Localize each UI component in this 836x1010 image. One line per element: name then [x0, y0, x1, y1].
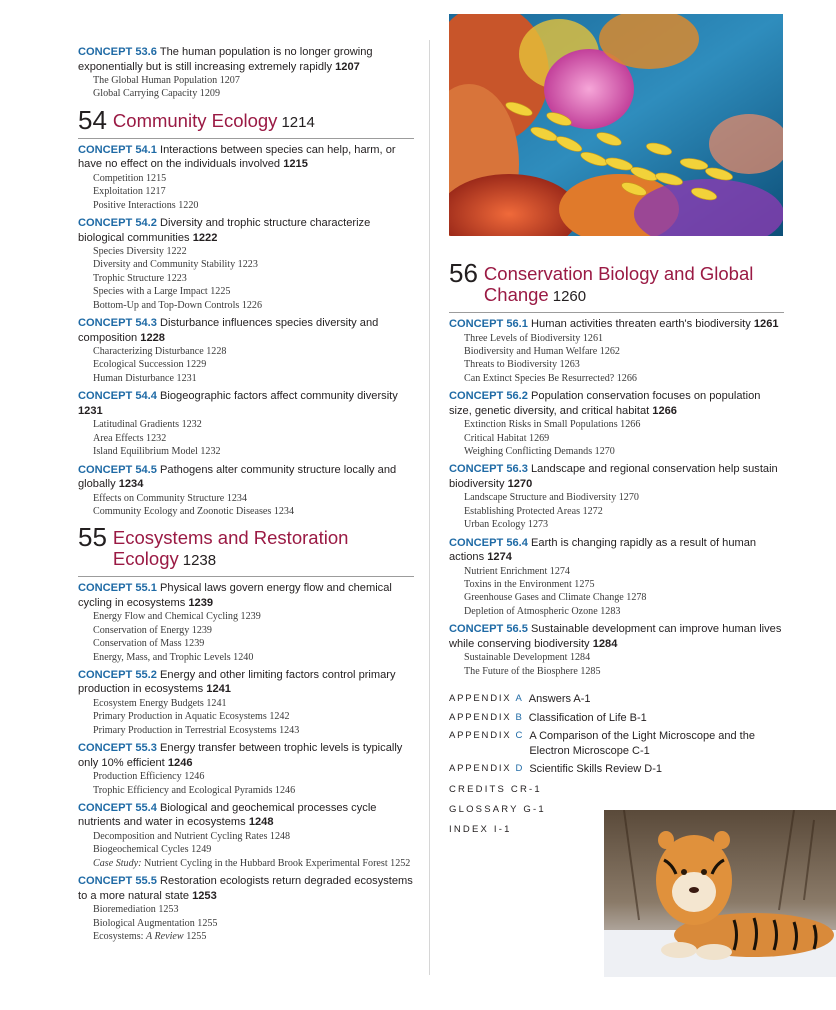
- subtopic-item: Biological Augmentation 1255: [93, 917, 218, 929]
- siberian-tiger-photo: [604, 810, 836, 977]
- subtopic-item: Species with a Large Impact 1225: [93, 286, 231, 298]
- concept-label: CONCEPT 56.3: [449, 463, 528, 476]
- concept-entry: [78, 668, 414, 697]
- subtopic-list: [449, 491, 784, 531]
- subtopic-list: [449, 332, 784, 386]
- appendix-title: Scientific Skills Review D-1: [529, 763, 662, 775]
- concept-text: The human population is no longer growing exponentially but is still increasing extremely rapidly: [78, 46, 373, 73]
- subtopic-item: Competition 1215: [93, 172, 167, 184]
- concept-label: CONCEPT 55.3: [78, 742, 157, 755]
- concept-page: 1274: [487, 551, 512, 564]
- concept-entry: [78, 143, 414, 172]
- subtopic-item: Greenhouse Gases and Climate Change 1278: [464, 592, 647, 604]
- concept-entry: [449, 462, 784, 491]
- concept-page: 1248: [248, 816, 274, 829]
- appendix-title: Answers A-1: [528, 693, 591, 705]
- subtopic-list: [449, 565, 784, 619]
- appendix-key: APPENDIX: [449, 693, 512, 704]
- concept-page: 1266: [652, 404, 677, 417]
- subtopic-list: [78, 903, 414, 943]
- chapter-title: [113, 524, 383, 571]
- concept-entry: [78, 741, 414, 770]
- subtopic-item: Three Levels of Biodiversity 1261: [464, 332, 604, 344]
- concept-page: 1222: [192, 231, 218, 244]
- concept-page: 1253: [192, 889, 217, 902]
- subtopic-list: [78, 830, 414, 870]
- concept-text: Earth is changing rapidly as a result of human actions: [449, 536, 757, 564]
- subtopic-item: Primary Production in Terrestrial Ecosystems 1243: [93, 724, 300, 736]
- subtopic-item: Characterizing Disturbance 1228: [93, 346, 227, 358]
- concept-label: CONCEPT 54.2: [78, 217, 157, 230]
- concept-entry: [78, 389, 414, 418]
- subtopic-item: Bioremediation 1253: [93, 904, 179, 916]
- subtopic-item: Can Extinct Species Be Resurrected? 1266: [464, 372, 637, 384]
- concept-text: Population conservation focuses on population size, genetic diversity, and critical habitat: [449, 390, 761, 417]
- back-matter-entry: GLOSSARY G-1: [449, 803, 546, 815]
- back-matter-entry: INDEX I-1: [449, 823, 512, 835]
- subtopic-item: Critical Habitat 1269: [464, 432, 550, 444]
- appendix-title: Classification of Life B-1: [528, 711, 647, 724]
- appendix-letter: A: [515, 693, 522, 704]
- subtopic-item: Ecological Succession 1229: [93, 359, 207, 371]
- concept-page: 1231: [78, 404, 103, 417]
- back-matter-entry: CREDITS CR-1: [449, 783, 542, 795]
- subtopic-item: Global Carrying Capacity 1209: [93, 88, 220, 100]
- concept-page: 1246: [167, 756, 193, 769]
- concept-label: CONCEPT 53.6: [78, 46, 157, 58]
- concept-entry: [78, 581, 414, 610]
- chapter-number: 55: [78, 522, 107, 553]
- concept-entry: [78, 801, 414, 830]
- concept-label: CONCEPT 55.5: [78, 875, 157, 888]
- subtopic-list: [78, 770, 414, 797]
- concept-text: Biological and geochemical processes cycle nutrients and water in ecosystems: [78, 801, 377, 829]
- appendix-entry: [449, 711, 784, 726]
- case-study-label: Case Study:: [93, 857, 142, 869]
- subtopic-item: Decomposition and Nutrient Cycling Rates 1248: [93, 830, 291, 842]
- concept-label: CONCEPT 54.1: [78, 143, 157, 156]
- subtopic-item: Species Diversity 1222: [93, 246, 187, 258]
- subtopic-list: [78, 697, 414, 737]
- subtopic-list: [78, 345, 414, 385]
- chapter-page: 1260: [552, 288, 587, 305]
- subtopic-item: Conservation of Energy 1239: [93, 624, 212, 636]
- chapter-number: 54: [78, 104, 107, 135]
- subtopic-item: Trophic Structure 1223: [93, 272, 187, 284]
- concept-text: Biogeographic factors affect community diversity: [160, 390, 398, 403]
- appendix-letter: D: [515, 763, 523, 774]
- subtopic-item: Latitudinal Gradients 1232: [93, 419, 202, 431]
- subtopic-item: Landscape Structure and Biodiversity 1270: [464, 492, 639, 504]
- concept-text: Restoration ecologists return degraded ecosystems to a more natural state: [78, 875, 413, 902]
- case-study-text: Nutrient Cycling in the Hubbard Brook Experimental Forest 1252: [144, 857, 411, 869]
- review-italic: A Review: [146, 931, 184, 942]
- right-column: [449, 254, 784, 837]
- subtopic-item: Energy Flow and Chemical Cycling 1239: [93, 611, 261, 623]
- subtopic-list: [78, 418, 414, 458]
- concept-page: 1270: [507, 477, 533, 490]
- subtopic-item: Nutrient Enrichment 1274: [464, 565, 570, 577]
- concept-label: CONCEPT 55.4: [78, 801, 157, 814]
- subtopic-item: Effects on Community Structure 1234: [93, 492, 248, 504]
- concept-page: 1207: [335, 60, 360, 73]
- subtopic-item: Trophic Efficiency and Ecological Pyramids 1246: [93, 784, 296, 796]
- subtopic-item: The Global Human Population 1207: [93, 75, 240, 86]
- subtopic-item: Weighing Conflicting Demands 1270: [464, 445, 615, 457]
- concept-text: Energy transfer between trophic levels is typically only 10% efficient: [78, 742, 403, 769]
- chapter-page: 1238: [182, 552, 217, 570]
- subtopic-list: [78, 610, 414, 664]
- subtopic-item: Biodiversity and Human Welfare 1262: [464, 345, 620, 357]
- chapter-title: [484, 260, 754, 307]
- chapter-page: 1214: [281, 113, 315, 131]
- left-column: [78, 41, 414, 943]
- appendix-key: APPENDIX: [449, 711, 512, 723]
- case-study-item: [78, 857, 414, 870]
- subtopic-item: Bottom-Up and Top-Down Controls 1226: [93, 299, 263, 311]
- appendix-entry: [449, 762, 784, 777]
- subtopic-item: The Future of the Biosphere 1285: [464, 665, 601, 677]
- subtopic-item: Energy, Mass, and Trophic Levels 1240: [93, 651, 254, 663]
- concept-text: Physical laws govern energy flow and chemical cycling in ecosystems: [78, 582, 392, 609]
- concept-text: Interactions between species can help, harm, or have no effect on the individuals involved: [78, 143, 396, 171]
- concept-entry: [78, 874, 414, 903]
- concept-text: Human activities threaten earth's biodiversity: [531, 318, 751, 330]
- concept-entry: [449, 389, 784, 418]
- subtopic-list: [78, 74, 414, 101]
- concept-entry: [78, 463, 414, 492]
- subtopic-list: [78, 245, 414, 312]
- subtopic-item: Biogeochemical Cycles 1249: [93, 844, 212, 856]
- concept-page: 1234: [118, 478, 144, 490]
- appendix-entry: [449, 729, 784, 758]
- concept-entry: [78, 45, 414, 74]
- appendix-key: APPENDIX: [449, 730, 512, 741]
- chapter-title: [113, 107, 315, 133]
- concept-page: 1284: [592, 637, 618, 650]
- subtopic-list: [78, 172, 414, 212]
- appendix-title: A Comparison of the Light Microscope and the Electron Microscope C-1: [529, 730, 755, 757]
- subtopic-item: Toxins in the Environment 1275: [464, 578, 595, 590]
- subtopic-item: Community Ecology and Zoonotic Diseases 1234: [93, 505, 295, 517]
- subtopic-item: Diversity and Community Stability 1223: [93, 259, 258, 271]
- appendix-key: APPENDIX: [449, 763, 512, 774]
- review-page: 1255: [186, 931, 207, 942]
- concept-entry: [449, 317, 784, 332]
- review-item: [78, 930, 414, 943]
- concept-label: CONCEPT 55.1: [78, 582, 157, 595]
- concept-text: Sustainable development can improve human lives while conserving biodiversity: [449, 623, 782, 650]
- concept-entry: [449, 536, 784, 565]
- concept-label: CONCEPT 55.2: [78, 668, 157, 681]
- concept-text: Pathogens alter community structure locally and globally: [78, 463, 397, 490]
- concept-label: CONCEPT 56.4: [449, 536, 528, 549]
- appendix-entry: [449, 692, 784, 707]
- subtopic-item: Primary Production in Aquatic Ecosystems 1242: [93, 711, 290, 723]
- appendix-letter: C: [515, 730, 523, 741]
- chapter-title-text: Conservation Biology and Global Change: [483, 263, 754, 305]
- subtopic-item: Depletion of Atmospheric Ozone 1283: [464, 605, 621, 617]
- subtopic-item: Exploitation 1217: [93, 186, 166, 198]
- column-divider: [429, 40, 430, 975]
- concept-entry: [78, 316, 414, 345]
- subtopic-item: Threats to Biodiversity 1263: [464, 359, 580, 371]
- review-prefix: Ecosystems:: [93, 931, 146, 942]
- concept-page: 1241: [206, 683, 231, 696]
- concept-text: Diversity and trophic structure characterize biological communities: [78, 217, 371, 244]
- subtopic-item: Extinction Risks in Small Populations 1266: [464, 419, 641, 431]
- chapter-number: 56: [449, 258, 478, 288]
- subtopic-item: Urban Ecology 1273: [464, 519, 549, 531]
- subtopic-list: [78, 492, 414, 519]
- subtopic-list: [449, 651, 784, 678]
- chapter-title-text: Community Ecology: [112, 109, 278, 131]
- concept-page: 1261: [753, 318, 779, 330]
- concept-text: Disturbance influences species diversity and composition: [78, 317, 379, 344]
- chapter-heading: [78, 524, 414, 577]
- concept-entry: [449, 622, 784, 651]
- concept-page: 1215: [283, 158, 308, 171]
- concept-label: CONCEPT 56.5: [449, 623, 528, 636]
- concept-label: CONCEPT 56.1: [449, 318, 528, 330]
- subtopic-item: Positive Interactions 1220: [93, 199, 199, 211]
- subtopic-item: Island Equilibrium Model 1232: [93, 446, 221, 458]
- chapter-heading: [78, 104, 414, 139]
- concept-page: 1239: [188, 596, 214, 609]
- subtopic-item: Ecosystem Energy Budgets 1241: [93, 697, 227, 709]
- concept-label: CONCEPT 54.5: [78, 463, 157, 476]
- coral-reef-fish-photo: [449, 14, 783, 236]
- concept-label: CONCEPT 56.2: [449, 390, 528, 403]
- subtopic-item: Establishing Protected Areas 1272: [464, 505, 603, 517]
- concept-label: CONCEPT 54.3: [78, 317, 157, 330]
- subtopic-list: [449, 418, 784, 458]
- subtopic-item: Production Efficiency 1246: [93, 771, 205, 783]
- subtopic-item: Conservation of Mass 1239: [93, 638, 205, 650]
- appendix-letter: B: [515, 711, 522, 723]
- chapter-title-text: Ecosystems and Restoration Ecology: [112, 527, 349, 570]
- subtopic-item: Human Disturbance 1231: [93, 372, 197, 384]
- concept-label: CONCEPT 54.4: [78, 390, 157, 403]
- subtopic-item: Area Effects 1232: [93, 432, 167, 444]
- chapter-heading: [449, 260, 784, 313]
- concept-text: Landscape and regional conservation help sustain biodiversity: [449, 463, 778, 490]
- subtopic-item: Sustainable Development 1284: [464, 652, 591, 664]
- concept-page: 1228: [140, 331, 165, 344]
- concept-entry: [78, 216, 414, 245]
- concept-text: Energy and other limiting factors control primary production in ecosystems: [78, 668, 396, 696]
